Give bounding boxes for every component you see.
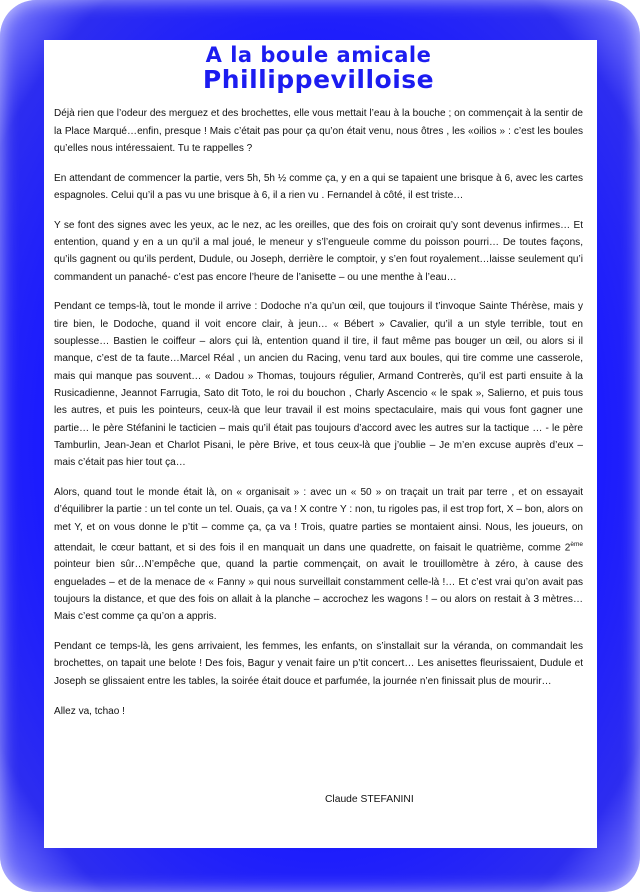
closing-line: Allez va, tchao !	[54, 705, 125, 717]
paragraph-1: Déjà rien que l’odeur des merguez et des brochettes, elle vous mettait l’eau à la bouche ; on commençait à la sentir de la Place Marqué…enfin, presque ! Mais c’était pas pour ça qu’on était venu, nous ôtres , les «oilios » : c’est les boules qu’elles nous intéressaient. Tu te rappelles ?	[54, 108, 583, 154]
article-page	[44, 40, 597, 848]
article-title	[54, 44, 583, 93]
title-line-2: Phillippevilloise	[202, 65, 435, 95]
author-signature: Claude STEFANINI	[325, 794, 414, 805]
paragraph-2: En attendant de commencer la partie, vers 5h, 5h ½ comme ça, y en a qui se tapaient une brisque à 6, avec les cartes espagnoles. Celui qu’il a pas vu une brisque à 6, il a rien vu . Fernandel à côté, il est triste…	[54, 172, 583, 201]
paragraph-5: Alors, quand tout le monde était là, on « organisait » : avec un « 50 » on traçait un trait par terre , et on essayait d’équilibrer la partie : un tel conte un tel. Ouais, ça va ! X contre Y : non, tu rigoles pas, il est trop fort, X – bon, alors on met Y, et on vous donne le p’tit – comme ça, ça va ! Trois, quatre parties se montaient ainsi. Nous, les joueurs, on attendait, le cœur battant, et si des fois il en manquait un dans une quadrette, on faisait le quatrième, comme 2ème pointeur bien sûr…N’empêche que, quand la partie commençait, on avait le trouillomètre à zéro, à cause des enguelades – et de la menace de « Fanny » qui nous surveillait constamment celle-là !… Et c’est vrai qu’on avait pas toujours la distance, et que des fois on allait à la planche – accrochez les wagons ! – ou alors on restait à 3 mètres… Mais c’est comme ça qu’on a appris.	[54, 486, 583, 623]
title-line-1: A la boule amicale	[205, 43, 432, 67]
article-body	[54, 105, 583, 720]
paragraph-4: Pendant ce temps-là, tout le monde il arrive : Dodoche n’a qu’un œil, que toujours il t’invoque Sainte Thérèse, mais y tire bien, le Dodoche, quand il voit encore clair, à jeun… « Bébert » Cavalier, qu’il a un style terrible, tout en souplesse… Bastien le coiffeur – alors çui là, entention quand il tire, il faut même pas bouger un œil, ou alors si il manque, c’est de ta faute…Marcel Réal , un ancien du Racing, venu tard aux boules, qui tire comme une casserole, mais qui manque pas souvent… « Dadou » Thomas, toujours régulier, Armand Contrerès, qu’il est parti ensuite à la Rusicadienne, Jeannot Farrugia, Sato dit Toto, le roi du bouchon , Charly Ascencio « le spak », Salierno, et puis tous les autres, et puis les pointeurs, ceux-là que leur travail il est moins spectaculaire, mais qui vous font gagner une partie… le père Stéfanini le tacticien – mais qu’il était pas toujours d’accord avec les autres sur la tactique … - le père Tamburlin, Jean-Jean et Charlot Pisani, le père Brive, et tous ceux-là que j’oublie – Je m’en excuse auprès d’eux – mais c’était pas hier tout ça…	[54, 301, 583, 469]
paragraph-3: Y se font des signes avec les yeux, ac le nez, ac les oreilles, que des fois on croirait qu’y sont devenus infirmes… Et entention, quand y en a un qu’il a mal joué, le meneur y s’l’engueule comme du poisson pourri… De toutes façons, qu’ils gagnent ou qu’ils perdent, Dudule, ou Joseph, derrière le comptoir, y s’en fout royalement…laisse seulement qu’i commandent un panaché- c’est pas encore l’heure de l’anisette – ou une menthe à l’eau…	[54, 219, 583, 283]
ordinal-superscript: ème	[570, 540, 583, 548]
paragraph-6: Pendant ce temps-là, les gens arrivaient, les femmes, les enfants, on s’installait sur la véranda, on commandait les brochettes, on tapait une belote ! Des fois, Bagur y venait faire un p’tit concert… Les anisettes fleurissaient, Dudule et Joseph se glissaient entre les tables, la soirée était douce et parfumée, la journée n’en finissait plus de mourir…	[54, 641, 583, 687]
